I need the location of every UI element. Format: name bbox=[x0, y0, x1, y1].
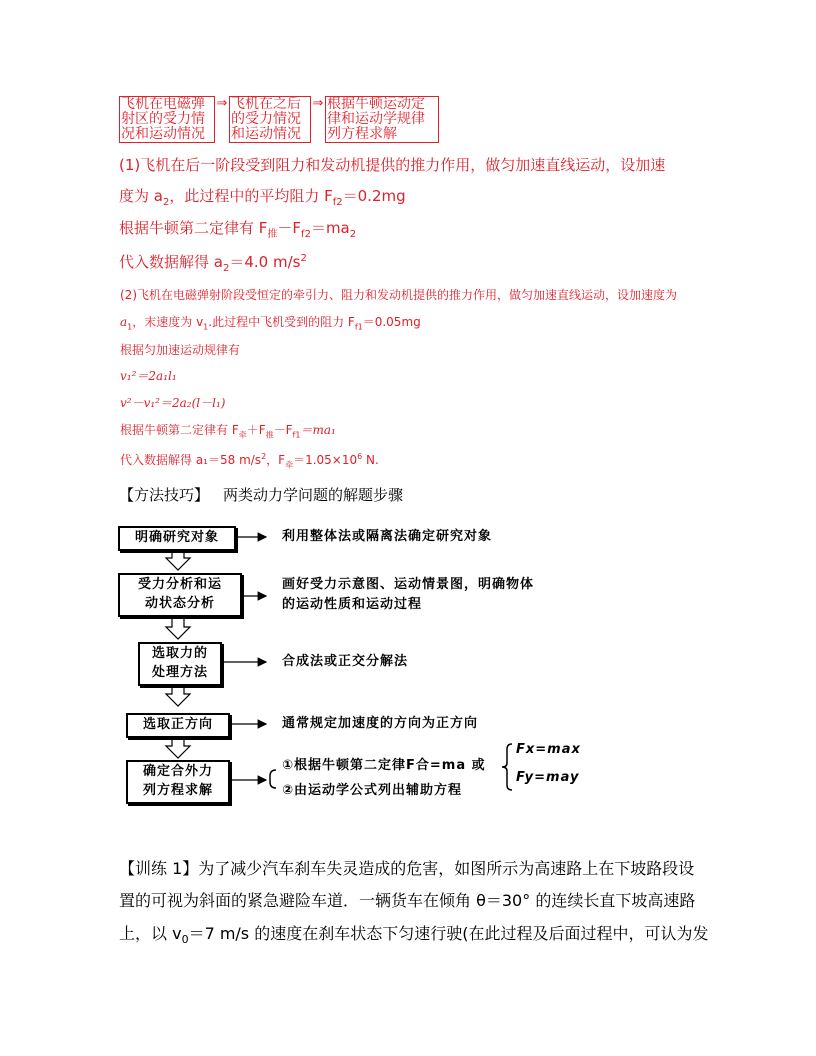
arrow-down-icon bbox=[166, 684, 190, 706]
equation-fx: Fx=max bbox=[516, 742, 581, 757]
part2-line1: (2)飞机在电磁弹射阶段受恒定的牵引力、阻力和发动机提供的推力作用，做匀加速直线运动，设加速度为 bbox=[120, 288, 678, 302]
step-box-force-method: 选取力的 处理方法 bbox=[138, 642, 222, 686]
step-desc-kinematics: ②由运动学公式列出辅助方程 bbox=[282, 783, 463, 798]
arrow-icon: ⇒ bbox=[216, 96, 228, 111]
method-tag: 【方法技巧】 bbox=[119, 486, 210, 504]
arrow-down-icon bbox=[166, 736, 190, 758]
part2-eq1: v₁²＝2a₁l₁ bbox=[120, 369, 177, 383]
step-box-identify-object: 明确研究对象 bbox=[118, 526, 236, 551]
brace-icon bbox=[502, 744, 512, 790]
part2-line7: 代入数据解得 a₁＝58 $m/s^2$，$F_牵=1.05\times 10^6$ N. bbox=[120, 452, 379, 470]
arrow-down-icon bbox=[166, 548, 190, 570]
step-desc-newton-second-law: ①根据牛顿第二定律F合=ma 或 bbox=[282, 758, 486, 773]
exercise-line2: 置的可视为斜面的紧急避险车道．一辆货车在倾角 θ＝30° 的连续长直下坡高速路 bbox=[119, 891, 696, 910]
step-desc-positive-direction: 通常规定加速度的方向为正方向 bbox=[282, 716, 479, 731]
step-box-after-phase: 飞机在之后 的受力情况 和运动情况 bbox=[229, 96, 311, 143]
method-heading bbox=[119, 484, 403, 505]
arrow-down-icon bbox=[166, 617, 190, 639]
step-desc-force-motion-analysis: 画好受力示意图、运动情景图，明确物体 的运动性质和运动过程 bbox=[282, 577, 535, 612]
step-box-net-force-equations: 确定合外力 列方程求解 bbox=[126, 760, 230, 804]
part1-line3: 根据牛顿第二定律有 $F_推-F_{f2}=ma_2$ bbox=[119, 219, 357, 240]
step-box-ejection-zone: 飞机在电磁弹 射区的受力情 况和运动情况 bbox=[119, 96, 215, 143]
exercise-line3: 上，以 $v_0=7$ m/s 的速度在刹车状态下匀速行驶(在此过程及后面过程中，可认为发 bbox=[119, 924, 709, 947]
part2-eq2: v²－v₁²＝2a₂(l－l₁) bbox=[120, 396, 226, 410]
bracket-icon bbox=[270, 770, 276, 788]
analysis-steps-row bbox=[119, 96, 439, 143]
part1-line4: 代入数据解得 $a_2=4.0$ $m/s^2$ bbox=[119, 253, 307, 274]
step-box-force-motion-analysis: 受力分析和运 动状态分析 bbox=[118, 573, 242, 617]
part1-line1: (1)飞机在后一阶段受到阻力和发动机提供的推力作用，做匀加速直线运动，设加速 bbox=[119, 156, 666, 174]
step-box-positive-direction: 选取正方向 bbox=[126, 713, 230, 738]
part2-line2: $a_1$，末速度为 $v_1$.此过程中飞机受到的阻力 $F_{f1}=0.05mg$ bbox=[120, 315, 421, 332]
part2-line3: 根据匀加速运动规律有 bbox=[120, 343, 241, 357]
step-box-solve-equations: 根据牛顿运动定 律和运动学规律 列方程求解 bbox=[325, 96, 439, 143]
equation-fy: Fy=may bbox=[516, 770, 580, 785]
step-desc-identify-object: 利用整体法或隔离法确定研究对象 bbox=[282, 529, 493, 544]
method-title: 两类动力学问题的解题步骤 bbox=[223, 486, 404, 504]
exercise-tag: 【训练 1】 bbox=[119, 859, 199, 878]
part1-line2: 度为 $a_2$，此过程中的平均阻力 $F_{f2}=0.2mg$ bbox=[119, 187, 406, 208]
step-desc-force-method: 合成法或正交分解法 bbox=[282, 654, 409, 669]
part2-line6: 根据牛顿第二定律有 $F_牵+F_推-F_{f1}=ma_1$ bbox=[120, 423, 336, 440]
arrow-icon: ⇒ bbox=[312, 96, 324, 111]
exercise-line1: 【训练 1】为了减少汽车刹车失灵造成的危害，如图所示为高速路上在下坡路段设 bbox=[119, 859, 695, 878]
flowchart bbox=[118, 518, 718, 818]
